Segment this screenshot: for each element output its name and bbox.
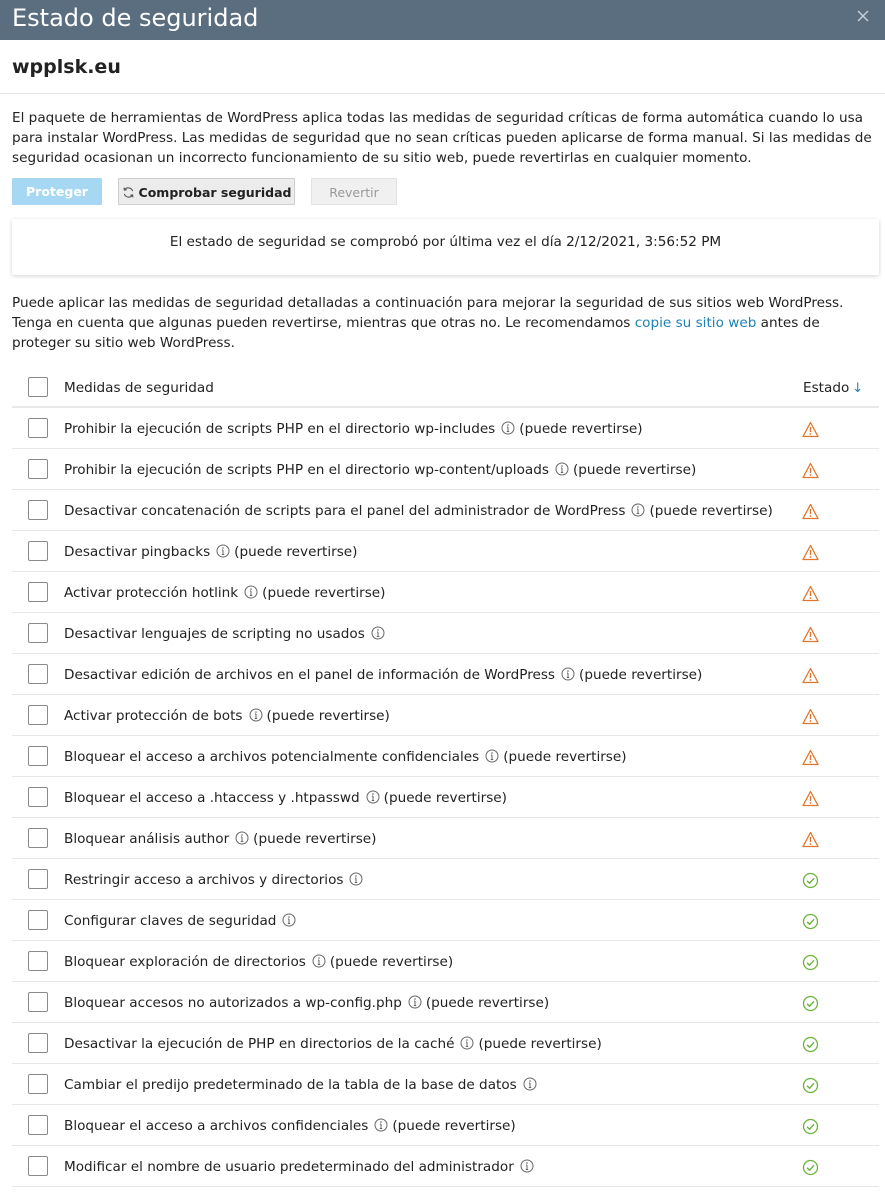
measure-name: Bloquear el acceso a archivos confidenciales — [64, 1118, 369, 1134]
row-checkbox[interactable] — [28, 582, 48, 602]
measure-label — [64, 460, 696, 480]
warning-icon — [802, 708, 819, 725]
status-header-label: Estado — [803, 380, 850, 396]
last-check-text: El estado de seguridad se comprobó por última vez el día 2/12/2021, 3:56:52 PM — [169, 234, 722, 250]
revertible-note: (puede revertirse) — [503, 749, 627, 765]
select-all-checkbox[interactable] — [28, 377, 48, 397]
measure-name: Bloquear análisis author — [64, 831, 230, 847]
recommendation-after: antes de proteger su sitio web WordPress. — [12, 315, 820, 351]
measure-name: Activar protección de bots — [64, 708, 243, 724]
row-checkbox[interactable] — [28, 541, 48, 561]
measure-name: Prohibir la ejecución de scripts PHP en el directorio wp-content/uploads — [64, 462, 549, 478]
warning-icon — [802, 503, 819, 520]
row-checkbox[interactable] — [28, 951, 48, 971]
table-row — [12, 449, 879, 490]
info-icon[interactable] — [501, 421, 515, 435]
info-icon[interactable] — [631, 503, 645, 517]
row-checkbox[interactable] — [28, 746, 48, 766]
recommendation-text — [12, 293, 878, 353]
measure-label — [64, 706, 390, 726]
revertible-note: (puede revertirse) — [579, 667, 703, 683]
measure-name: Bloquear accesos no autorizados a wp-config.php — [64, 995, 402, 1011]
check-circle-icon — [802, 1077, 819, 1094]
check-security-label: Comprobar seguridad — [138, 185, 292, 200]
revertible-note: (puede revertirse) — [519, 421, 643, 437]
warning-icon — [802, 626, 819, 643]
revertible-note: (puede revertirse) — [383, 790, 507, 806]
column-header-measures[interactable]: Medidas de seguridad — [64, 380, 214, 396]
table-row — [12, 613, 879, 654]
info-icon[interactable] — [282, 913, 296, 927]
column-header-status[interactable] — [803, 378, 863, 399]
measure-label — [64, 993, 549, 1013]
measure-name: Prohibir la ejecución de scripts PHP en el directorio wp-includes — [64, 421, 496, 437]
row-checkbox[interactable] — [28, 828, 48, 848]
protect-button[interactable]: Proteger — [12, 178, 102, 205]
warning-icon — [802, 790, 819, 807]
info-icon[interactable] — [520, 1159, 534, 1173]
measure-label — [64, 665, 702, 685]
intro-text: El paquete de herramientas de WordPress aplica todas las medidas de seguridad críticas de forma automática cuando lo usa para instalar WordPress. Las medidas de seguridad que no sean críticas pueden aplicarse de forma manual. Si las medidas de seguridad ocasionan un incorrecto funcionamiento de su sitio web, puede revertirlas en cualquier momento. — [12, 110, 872, 166]
revertible-note: (puede revertirse) — [262, 585, 386, 601]
row-checkbox[interactable] — [28, 664, 48, 684]
table-row — [12, 777, 879, 818]
table-row — [12, 695, 879, 736]
recommendation-before: Puede aplicar las medidas de seguridad detalladas a continuación para mejorar la seguridad de sus sitios web WordPress. Tenga en cuenta que algunas pueden revertirse, mientras que otras no. Le recomendamos — [12, 295, 844, 331]
measure-name: Activar protección hotlink — [64, 585, 239, 601]
measure-label — [64, 788, 507, 808]
row-checkbox[interactable] — [28, 705, 48, 725]
check-circle-icon — [802, 1036, 819, 1053]
table-row — [12, 572, 879, 613]
check-security-button[interactable] — [118, 178, 295, 205]
check-circle-icon — [802, 1118, 819, 1135]
table-row — [12, 1146, 879, 1187]
measure-name: Restringir acceso a archivos y directorios — [64, 872, 344, 888]
dialog-titlebar — [0, 0, 885, 40]
measure-label — [64, 952, 453, 972]
table-row — [12, 900, 879, 941]
check-circle-icon — [802, 954, 819, 971]
sort-arrow-icon: ↓ — [852, 381, 864, 396]
measure-name: Modificar el nombre de usuario predeterminado del administrador — [64, 1159, 514, 1175]
row-checkbox[interactable] — [28, 1115, 48, 1135]
measure-label — [64, 1116, 516, 1136]
measure-name: Bloquear exploración de directorios — [64, 954, 306, 970]
refresh-icon — [122, 181, 135, 194]
info-icon[interactable] — [523, 1077, 537, 1091]
table-row — [12, 490, 879, 531]
measure-label — [64, 624, 389, 644]
warning-icon — [802, 462, 819, 479]
row-checkbox[interactable] — [28, 459, 48, 479]
warning-icon — [802, 421, 819, 438]
revertible-note: (puede revertirse) — [234, 544, 358, 560]
row-checkbox[interactable] — [28, 1156, 48, 1176]
revertible-note: (puede revertirse) — [425, 995, 550, 1011]
table-row — [12, 531, 879, 572]
info-icon[interactable] — [249, 708, 263, 722]
table-row — [12, 941, 879, 982]
warning-icon — [802, 749, 819, 766]
measure-label — [64, 419, 643, 439]
check-circle-icon — [802, 1159, 819, 1176]
table-row — [12, 654, 879, 695]
measure-name: Desactivar la ejecución de PHP en directorios de la caché — [64, 1036, 455, 1052]
measure-label — [64, 870, 367, 890]
measure-label — [64, 542, 357, 562]
warning-icon — [802, 831, 819, 848]
warning-icon — [802, 667, 819, 684]
table-header — [12, 368, 879, 408]
row-checkbox[interactable] — [28, 992, 48, 1012]
table-row — [12, 982, 879, 1023]
table-row — [12, 1105, 879, 1146]
info-icon[interactable] — [485, 749, 499, 763]
measure-label — [64, 501, 773, 521]
info-icon[interactable] — [555, 462, 569, 476]
revert-button[interactable]: Revertir — [311, 178, 397, 205]
revertible-note: (puede revertirse) — [266, 708, 390, 724]
measure-label — [64, 747, 627, 767]
revertible-note: (puede revertirse) — [392, 1118, 516, 1134]
measure-label — [64, 1157, 538, 1177]
row-checkbox[interactable] — [28, 623, 48, 643]
info-icon[interactable] — [312, 954, 326, 968]
row-checkbox[interactable] — [28, 910, 48, 930]
measure-name: Desactivar pingbacks — [64, 544, 211, 560]
measure-name: Cambiar el predijo predeterminado de la tabla de la base de datos — [64, 1077, 517, 1093]
info-icon[interactable] — [374, 1118, 388, 1132]
info-icon[interactable] — [235, 831, 249, 845]
measure-label — [64, 583, 385, 603]
info-icon[interactable] — [460, 1036, 474, 1050]
table-row — [12, 1023, 879, 1064]
table-row — [12, 859, 879, 900]
revertible-note: (puede revertirse) — [649, 503, 773, 519]
revertible-note: (puede revertirse) — [253, 831, 377, 847]
measure-name: Configurar claves de seguridad — [64, 913, 277, 929]
measure-name: Desactivar edición de archivos en el panel de información de WordPress — [64, 667, 556, 683]
info-icon[interactable] — [244, 585, 258, 599]
measure-label — [64, 911, 300, 931]
info-icon[interactable] — [366, 790, 380, 804]
table-row — [12, 1064, 879, 1105]
backup-link[interactable]: copie su sitio web — [634, 315, 757, 331]
measure-name: Bloquear el acceso a archivos potencialmente confidenciales — [64, 749, 480, 765]
info-icon[interactable] — [371, 626, 385, 640]
measure-label — [64, 829, 376, 849]
revertible-note: (puede revertirse) — [329, 954, 454, 970]
warning-icon — [802, 544, 819, 561]
measure-label — [64, 1034, 602, 1054]
info-icon[interactable] — [561, 667, 575, 681]
security-measures-table — [12, 368, 879, 1187]
row-checkbox[interactable] — [28, 869, 48, 889]
info-icon[interactable] — [408, 995, 422, 1009]
measure-name: Desactivar concatenación de scripts para el panel del administrador de WordPress — [64, 503, 626, 519]
check-circle-icon — [802, 913, 819, 930]
revertible-note: (puede revertirse) — [478, 1036, 602, 1052]
measure-name: Desactivar lenguajes de scripting no usados — [64, 626, 365, 642]
info-icon[interactable] — [216, 544, 230, 558]
close-icon[interactable] — [853, 6, 873, 26]
row-checkbox[interactable] — [28, 418, 48, 438]
info-icon[interactable] — [349, 872, 363, 886]
warning-icon — [802, 585, 819, 602]
measure-name: Bloquear el acceso a .htaccess y .htpasswd — [64, 790, 360, 806]
measure-label — [64, 1075, 541, 1095]
row-checkbox[interactable] — [28, 787, 48, 807]
row-checkbox[interactable] — [28, 1074, 48, 1094]
table-body — [12, 408, 879, 1187]
divider — [0, 93, 885, 94]
table-row — [12, 736, 879, 777]
dialog-title: Estado de seguridad — [12, 4, 259, 32]
check-circle-icon — [802, 995, 819, 1012]
table-row — [12, 408, 879, 449]
last-check-panel — [12, 219, 879, 275]
revertible-note: (puede revertirse) — [572, 462, 697, 478]
check-circle-icon — [802, 872, 819, 889]
table-row — [12, 818, 879, 859]
row-checkbox[interactable] — [28, 1033, 48, 1053]
row-checkbox[interactable] — [28, 500, 48, 520]
site-name: wpplsk.eu — [12, 56, 121, 78]
